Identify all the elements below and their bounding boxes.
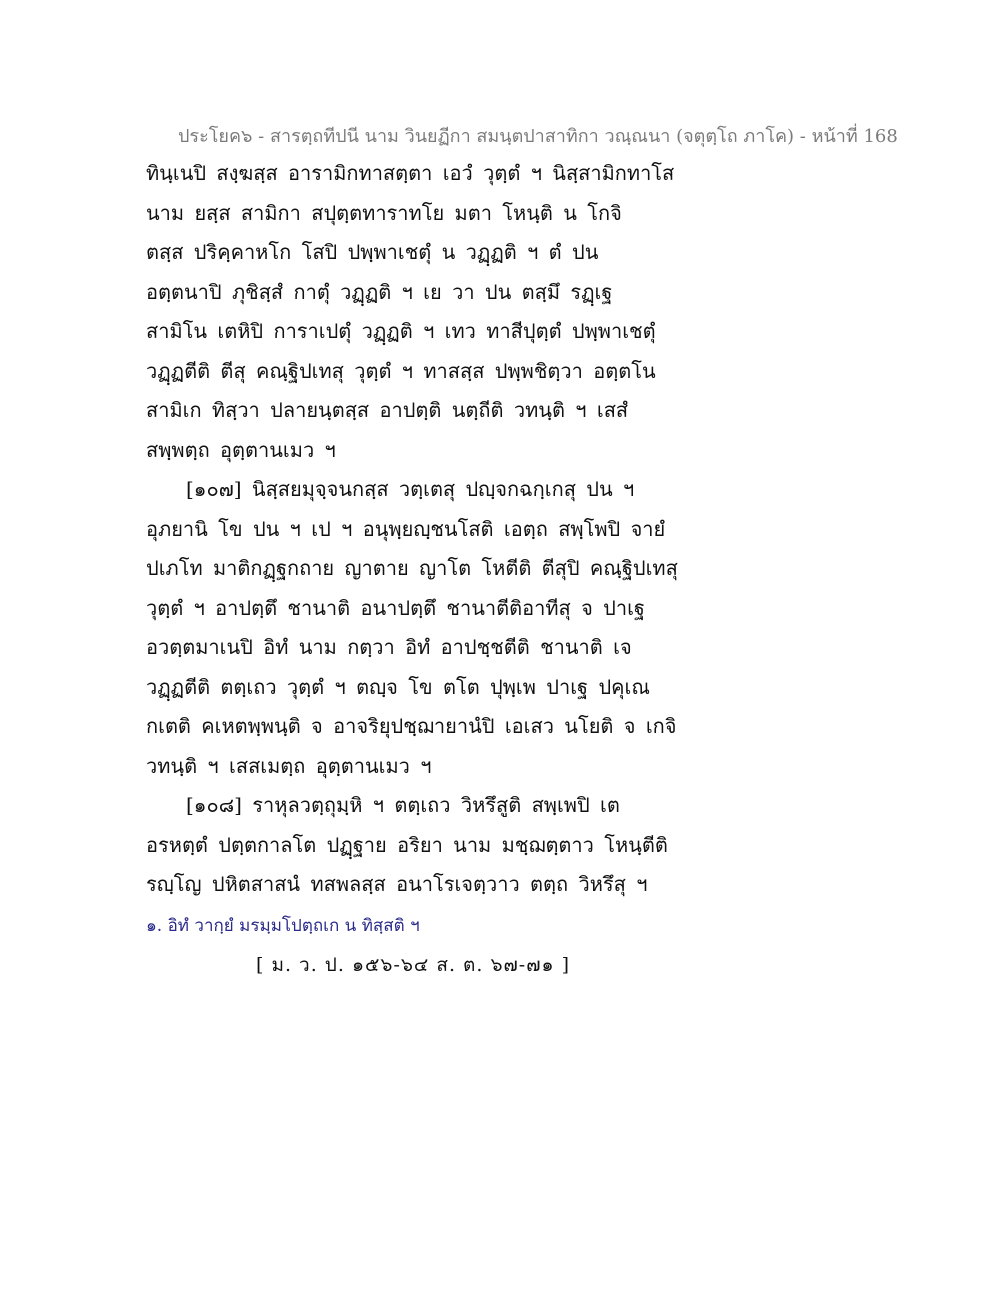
- text-line: วทนฺติ ฯ เสสเมตฺถ อุตฺตานเมว ฯ: [146, 753, 432, 778]
- text-line: สามิโน เตหิปิ การาเปตุํ วฏฺฏติ ฯ เทว ทาสีปุตฺตํ ปพฺพาเชตุํ: [146, 319, 656, 343]
- text-line: อวตฺตมาเนปิ อิทํ นาม กตฺวา อิทํ อาปชฺชตีติ ชานาติ เจ: [146, 635, 632, 659]
- text-line: สามิเก ทิสฺวา ปลายนฺตสฺส อาปตฺติ นตฺถีติ วทนฺติ ฯ เสสํ: [146, 398, 629, 422]
- footnote: ๑. อิทํ วากฺยํ มรมฺมโปตฺถเก น ทิสฺสติ ฯ: [146, 916, 420, 936]
- text-line: วฏฺฏตีติ ตีสุ คณฺฐิปเทสุ วุตฺตํ ฯ ทาสสฺส ปพฺพชิตฺวา อตฺตโน: [146, 358, 656, 383]
- text-line: ทินฺเนปิ สงฺฆสฺส อารามิกทาสตฺตา เอวํ วุตฺตํ ฯ นิสฺสามิกทาโส: [146, 161, 675, 185]
- source-reference: [ ม. ว. ป. ๑๕๖-๖๔ ส. ต. ๖๗-๗๑ ]: [256, 954, 571, 976]
- body-text: [146, 154, 678, 905]
- text-line: นาม ยสฺส สามิกา สปุตฺตทาราทโย มตา โหนฺติ น โกจิ: [146, 200, 622, 225]
- text-line: อตฺตนาปิ ภุชิสฺสํ กาตุํ วฏฺฏติ ฯ เย วา ปน ตสฺมึ รฏฺเฐ: [146, 279, 613, 304]
- text-line: อุภยานิ โข ปน ฯ เป ฯ อนุพฺยญฺชนโสติ เอตฺถ สพฺโพปิ จายํ: [146, 516, 666, 541]
- text-line: ปเภโท มาติกฏฺฐกถาย ญาตาย ญาโต โหตีติ ตีสุปิ คณฺฐิปเทสุ: [146, 556, 678, 580]
- text-line: ตสฺส ปริคฺคาหโก โสปิ ปพฺพาเชตุํ น วฏฺฏติ ฯ ตํ ปน: [146, 240, 599, 264]
- paragraph-108-start: [๑๐๘] ราหุลวตฺถุมฺหิ ฯ ตตฺเถว วิหรึสูติ สพฺเพปิ เต: [186, 793, 620, 817]
- text-line: วฏฺฏตีติ ตตฺเถว วุตฺตํ ฯ ตญฺจ โข ตโต ปุพฺเพ ปาเฐ ปคุเณ: [146, 674, 650, 699]
- text-line: วุตฺตํ ฯ อาปตฺตึ ชานาติ อนาปตฺตึ ชานาตีติอาทีสุ จ ปาเฐ: [146, 595, 645, 620]
- text-line: สพฺพตฺถ อุตฺตานเมว ฯ: [146, 437, 336, 462]
- text-line: รญฺโญ ปหิตสาสนํ ทสพลสฺส อนาโรเจตฺวาว ตตฺถ วิหรึสุ ฯ: [146, 872, 648, 896]
- paragraph-107-start: [๑๐๗] นิสฺสยมุจฺจนกสฺส วตฺเตสุ ปญฺจกฉกฺเกสุ ปน ฯ: [186, 477, 635, 501]
- text-line: กเตติ คเหตพฺพนฺติ จ อาจริยุปชฺฌายานํปิ เอเสว นโยติ จ เกจิ: [146, 714, 677, 738]
- page-header: ประโยค๖ - สารตฺถทีปนี นาม วินยฏีกา สมนฺตปาสาทิกา วณฺณนา (จตุตฺโถ ภาโค) - หน้าที่ 168: [178, 126, 898, 147]
- text-line: อรหตฺตํ ปตฺตกาลโต ปฏฺฐาย อริยา นาม มชฺฌตฺตาว โหนฺตีติ: [146, 832, 668, 857]
